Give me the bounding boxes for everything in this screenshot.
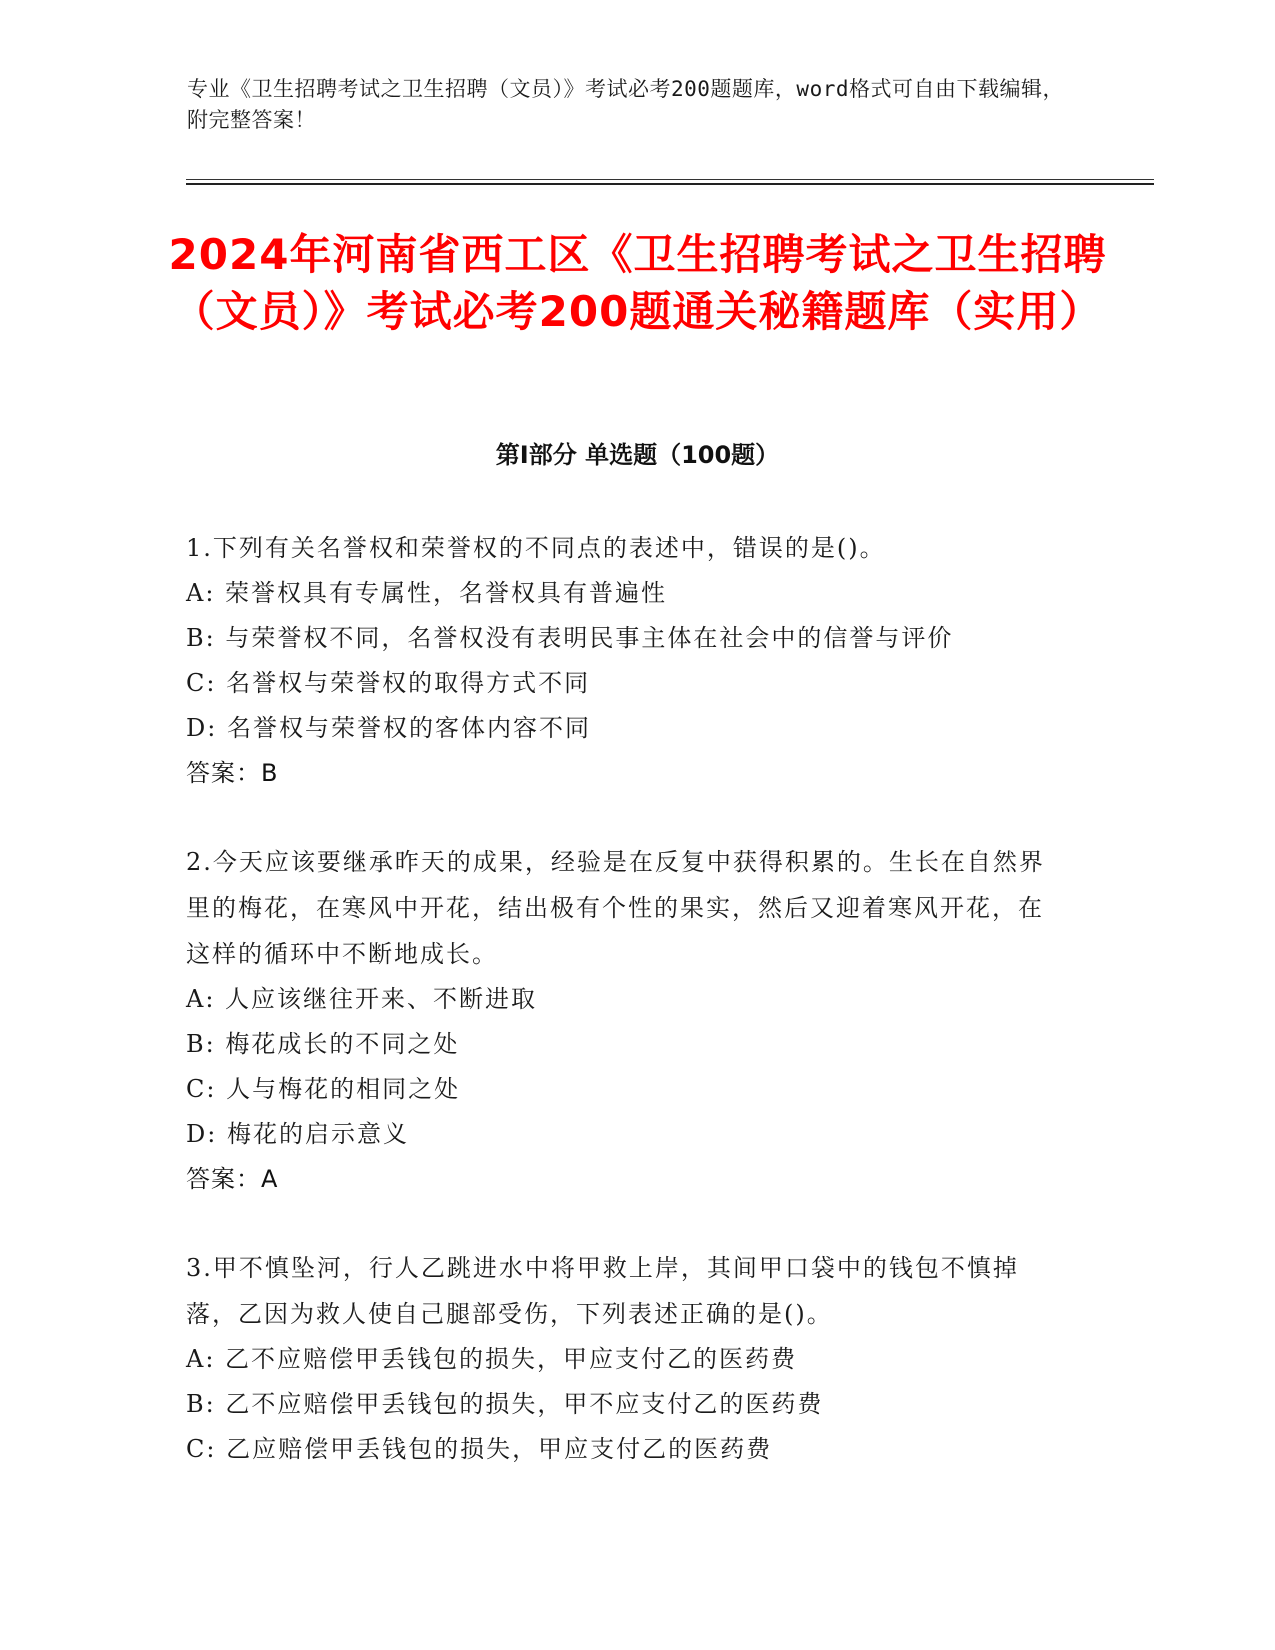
header-divider-thick (186, 183, 1154, 185)
question-2 (186, 839, 1066, 1202)
document-title: 2024年河南省西工区《卫生招聘考试之卫生招聘（文员）》考试必考200题通关秘籍题库（实用） (168, 230, 1107, 336)
section-heading: 第Ⅰ部分 单选题（100题） (495, 441, 780, 469)
question-list (186, 525, 1066, 1515)
option-a: A: 荣誉权具有专属性，名誉权具有普遍性 (186, 579, 668, 607)
option-a: A: 人应该继往开来、不断进取 (186, 985, 538, 1013)
option-d: D: 名誉权与荣誉权的客体内容不同 (186, 714, 591, 742)
header-note: 专业《卫生招聘考试之卫生招聘（文员）》考试必考200题题库，word格式可自由下载编辑，附完整答案！ (187, 77, 1064, 132)
answer: 答案：B (186, 759, 279, 787)
question-1 (186, 525, 1066, 796)
question-3 (186, 1245, 1066, 1472)
option-c: C: 人与梅花的相同之处 (186, 1075, 461, 1103)
option-c: C: 名誉权与荣誉权的取得方式不同 (186, 669, 591, 697)
option-b: B: 梅花成长的不同之处 (186, 1030, 460, 1058)
question-text: 3.甲不慎坠河，行人乙跳进水中将甲救上岸，其间甲口袋中的钱包不慎掉落，乙因为救人使自己腿部受伤，下列表述正确的是()。 (186, 1254, 1019, 1328)
question-text: 1.下列有关名誉权和荣誉权的不同点的表述中，错误的是()。 (186, 534, 886, 562)
option-b: B: 与荣誉权不同，名誉权没有表明民事主体在社会中的信誉与评价 (186, 624, 954, 652)
header-divider-thin (186, 179, 1154, 180)
option-d: D: 梅花的启示意义 (186, 1120, 409, 1148)
answer: 答案：A (186, 1165, 279, 1193)
question-text: 2.今天应该要继承昨天的成果，经验是在反复中获得积累的。生长在自然界里的梅花，在寒风中开花，结出极有个性的果实，然后又迎着寒风开花，在这样的循环中不断地成长。 (186, 848, 1045, 968)
option-b: B: 乙不应赔偿甲丢钱包的损失，甲不应支付乙的医药费 (186, 1390, 824, 1418)
option-a: A: 乙不应赔偿甲丢钱包的损失，甲应支付乙的医药费 (186, 1345, 798, 1373)
option-c: C: 乙应赔偿甲丢钱包的损失，甲应支付乙的医药费 (186, 1435, 773, 1463)
